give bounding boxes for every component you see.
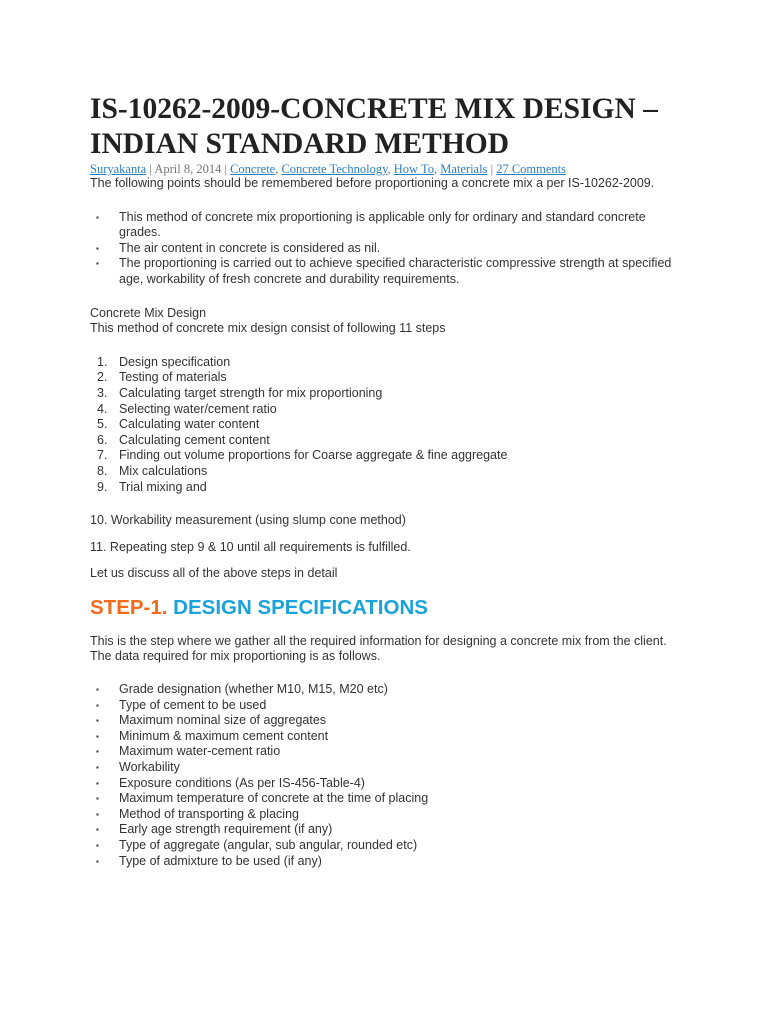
list-item: ▪ Type of admixture to be used (if any) [96, 853, 322, 868]
list-item: 4. Selecting water/cement ratio [97, 401, 277, 416]
step-1-intro: This is the step where we gather all the required information for designing a concrete mix from the client. The data required for mix proportioning is as follows. [90, 633, 667, 664]
category-link-concrete[interactable]: Concrete [230, 162, 276, 176]
bullet-icon: ▪ [96, 731, 99, 741]
category-link-concrete-technology[interactable]: Concrete Technology [281, 162, 388, 176]
article [90, 92, 690, 869]
step-1-title: DESIGN SPECIFICATIONS [173, 595, 428, 619]
list-item: ▪ Type of cement to be used [96, 697, 267, 712]
list-item: ▪ Grade designation (whether M10, M15, M20 etc) [96, 682, 388, 697]
bullet-icon: ▪ [96, 685, 99, 695]
bullet-icon: ▪ [96, 763, 99, 773]
section-intro: This method of concrete mix design consist of following 11 steps [90, 321, 446, 336]
bullet-icon: ▪ [96, 259, 99, 269]
bullet-icon: ▪ [96, 856, 99, 866]
list-item: ▪ Maximum nominal size of aggregates [96, 713, 327, 728]
list-item: 1. Design specification [97, 354, 231, 369]
list-item: ▪ Maximum water-cement ratio [96, 744, 281, 759]
bullet-icon: ▪ [96, 809, 99, 819]
page-title: IS-10262-2009-CONCRETE MIX DESIGN – INDIAN STANDARD METHOD [90, 93, 658, 160]
list-item: ▪ Exposure conditions (As per IS-456-Table-4) [96, 775, 365, 790]
category-link-materials[interactable]: Materials [440, 162, 488, 176]
step-1-prefix: STEP-1. [90, 595, 168, 619]
bullet-icon: ▪ [96, 747, 99, 757]
requirements-list [90, 682, 690, 869]
step-11-text: 11. Repeating step 9 & 10 until all requirements is fulfilled. [90, 539, 411, 554]
category-link-how-to[interactable]: How To [393, 162, 434, 176]
discuss-text: Let us discuss all of the above steps in detail [90, 566, 338, 581]
post-date: April 8, 2014 [154, 162, 222, 176]
list-item: ▪ Type of aggregate (angular, sub angular, rounded etc) [96, 838, 418, 852]
bullet-icon: ▪ [96, 825, 99, 835]
post-meta: Suryakanta | April 8, 2014 | Concrete, Concrete Technology, How To, Materials | 27 Comments [90, 162, 567, 176]
bullet-icon: ▪ [96, 716, 99, 726]
intro-text: The following points should be remembered before proportioning a concrete mix a per IS-10262-2009. [90, 176, 655, 190]
bullet-icon: ▪ [96, 243, 99, 253]
section-label: Concrete Mix Design [90, 305, 207, 320]
steps-list [90, 355, 690, 495]
list-item: ▪ Method of transporting & placing [96, 806, 299, 821]
list-item: ▪ The air content in concrete is considered as nil. [96, 240, 381, 255]
list-item: 2. Testing of materials [97, 370, 227, 385]
list-item: 8. Mix calculations [97, 463, 208, 478]
bullet-icon: ▪ [96, 794, 99, 804]
list-item: ▪ The proportioning is carried out to achieve specified characteristic compressive strength at specified age, workability of fresh concrete and durability requirements. [96, 256, 672, 286]
bullet-icon: ▪ [96, 212, 99, 222]
bullet-icon: ▪ [96, 778, 99, 788]
list-item: ▪ Maximum temperature of concrete at the time of placing [96, 791, 429, 806]
comments-link[interactable]: 27 Comments [496, 162, 567, 176]
list-item: ▪ Early age strength requirement (if any) [96, 822, 333, 837]
points-list [90, 210, 690, 288]
list-item: 6. Calculating cement content [97, 432, 270, 447]
list-item: 3. Calculating target strength for mix proportioning [97, 385, 383, 400]
list-item: 9. Trial mixing and [97, 479, 207, 494]
list-item: 7. Finding out volume proportions for Coarse aggregate & fine aggregate [97, 448, 508, 463]
list-item: ▪ Workability [96, 760, 180, 775]
list-item: ▪ This method of concrete mix proportioning is applicable only for ordinary and standard concrete grades. [96, 209, 646, 240]
step-10-text: 10. Workability measurement (using slump cone method) [90, 513, 406, 528]
bullet-icon: ▪ [96, 841, 99, 850]
list-item: ▪ Minimum & maximum cement content [96, 728, 329, 743]
author-link[interactable]: Suryakanta [90, 162, 147, 176]
step-1-heading [90, 596, 690, 620]
list-item: 5. Calculating water content [97, 417, 260, 432]
bullet-icon: ▪ [96, 700, 99, 710]
